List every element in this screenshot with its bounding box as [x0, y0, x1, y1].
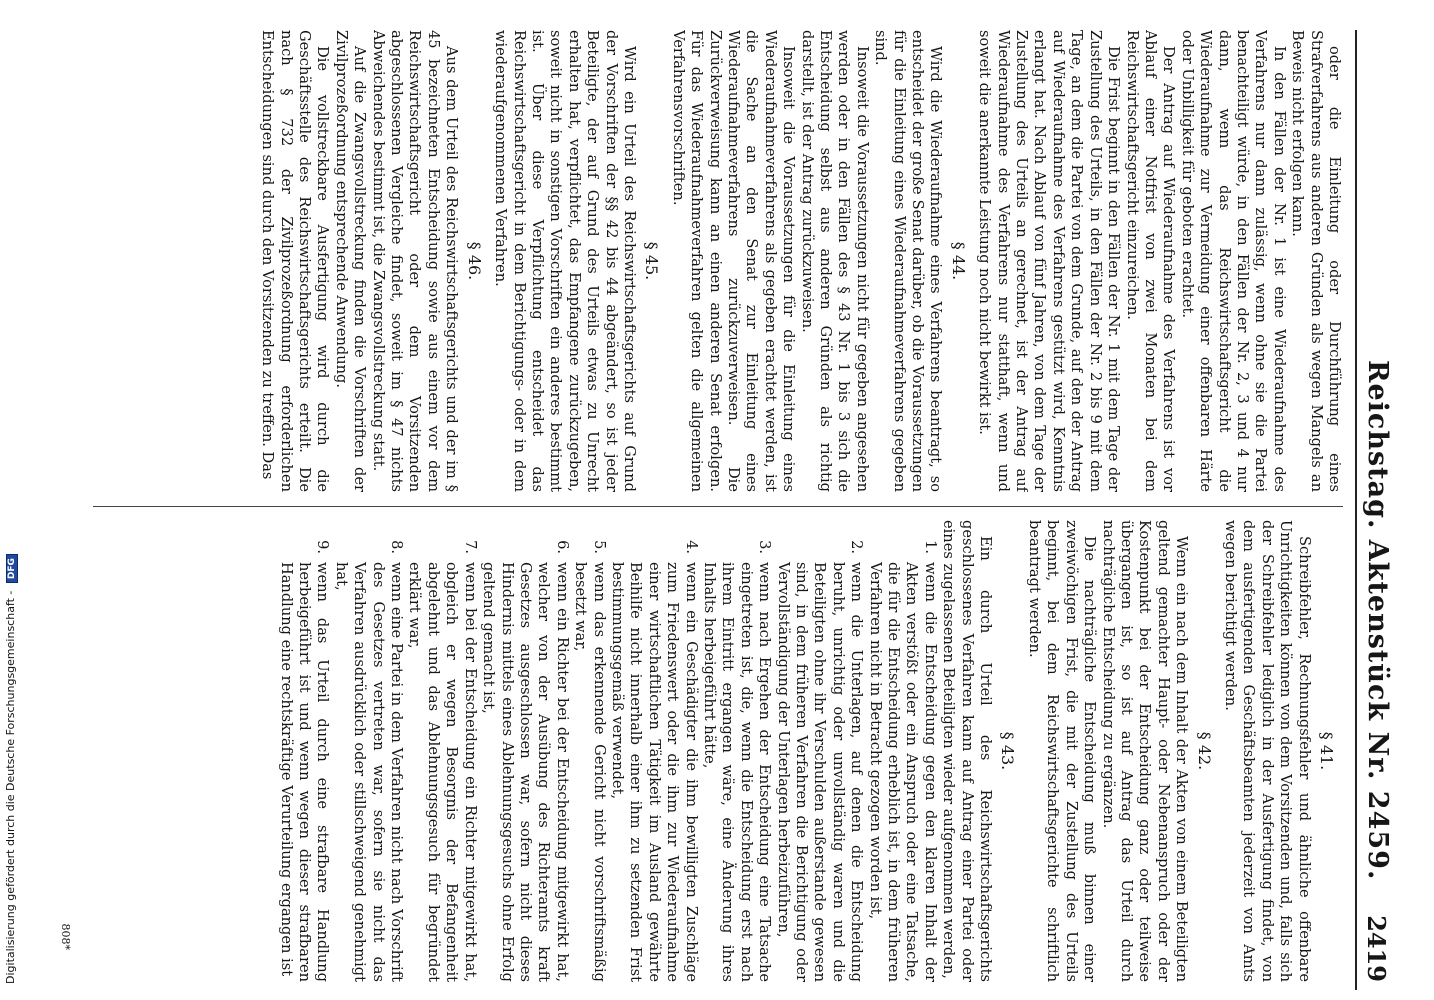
paragraph: Auf die Zwangsvollstreckung finden die Vorschriften der Zivilprozeßordnung entsprechende Anwendung.	[332, 30, 369, 492]
paragraph: Wird die Wiederaufnahme eines Verfahrens beantragt, so entscheidet der große Senat darüber, ob die Voraussetzungen für die Einleitung eines Wiederaufnahmeverfahrens gegeben sind.	[872, 30, 945, 492]
section-heading: § 44.	[948, 241, 968, 281]
section-heading: § 42.	[1194, 731, 1214, 771]
numbered-item	[608, 520, 700, 982]
numbered-item	[331, 520, 405, 982]
item-number: 2.	[848, 540, 866, 554]
credit-text: Digitalisierung gefördert durch die Deutsche Forschungsgemeinschaft -	[4, 590, 17, 984]
numbered-item	[700, 520, 774, 982]
item-text: wenn die Unterlagen, auf denen die Entscheidung beruht, unrichtig oder unvollständig waren und die Beteiligten ohne ihr Verschulden außerstande gewesen sind, in dem früheren Verfahren die Berichtigung oder Vervollständigung der Unterlagen herbeizuführen,	[774, 562, 866, 982]
item-text: wenn eine Partei in dem Verfahren nicht nach Vorschrift des Gesetzes vertreten war, sofern sie nicht das Verfahren ausdrücklich oder stillschweigend genehmigt hat,	[332, 562, 406, 982]
item-number: 9.	[314, 540, 332, 554]
paragraph: oder die Einleitung oder Durchführung eines Strafverfahrens aus anderen Gründen als wegen Mangels an Beweis nicht erfolgen kann.	[1289, 30, 1343, 492]
item-text: wenn ein Geschädigter die ihm bewilligten Zuschläge zum Friedenswert oder die ihm zur Wiederaufnahme einer wirtschaftlichen Tätigkeit im Ausland gewährte Beihilfe nicht innerhalb einer ihm zu setzenden Frist bestimmungsgemäß verwendet,	[608, 562, 700, 982]
dfg-logo: DFG	[6, 554, 18, 583]
item-text: wenn ein Richter bei der Entscheidung mitgewirkt hat, welcher von der Ausübung des Richteramts kraft Gesetzes ausgeschlossen war, sofern nicht dieses Hindernis mittels eines Ablehnungsgesuchs ohne Erfolg geltend gemacht ist,	[480, 562, 571, 982]
rotated-page	[13, 30, 1397, 990]
item-number: 8.	[388, 540, 406, 554]
numbered-item	[276, 520, 331, 982]
item-number: 6.	[553, 540, 571, 554]
digitization-credit	[4, 4, 18, 984]
paragraph: Ein durch Urteil des Reichswirtschaftsgerichts geschlossenes Verfahren kann auf Antrag einer Partei oder eines zugelassenen Beteiligten wieder aufgenommen werden,	[940, 520, 995, 982]
item-text: wenn nach Ergehen der Entscheidung eine Tatsache eingetreten ist, die, wenn die Entscheidung erst nach ihrem Eintritt ergangen wäre, eine Änderung ihres Inhalts herbeigeführt hätte,	[701, 562, 774, 982]
column-divider	[93, 506, 1343, 507]
paragraph: Wird ein Urteil des Reichswirtschaftsgerichts auf Grund der Vorschriften der §§ 42 bis 44 abgeändert, so ist jeder Beteiligte, der auf Grund des Urteils etwas zu Unrecht erhalten hat, verpflichtet, das Empfangene zurückzugeben, soweit nicht in sonstigen Vorschriften ein anderes bestimmt ist. Über diese Verpflichtung entscheidet das Reichswirtschaftsgericht in dem Berichtigungs- oder in dem wiederaufgenommenen Verfahren.	[492, 30, 638, 492]
item-number: 4.	[682, 540, 700, 554]
item-number: 5.	[590, 540, 608, 554]
numbered-item	[773, 520, 865, 982]
item-text: wenn die Entscheidung gegen den klaren Inhalt der Akten verstößt oder ein Anspruch oder eine Tatsache, die für die Entscheidung erheblich ist, in dem früheren Verfahren nicht in Betracht gezogen worden ist,	[866, 562, 939, 982]
item-text: wenn das erkennende Gericht nicht vorschriftsmäßig besetzt war,	[572, 562, 608, 982]
numbered-item	[479, 520, 571, 982]
paragraph: Aus dem Urteil des Reichswirtschaftsgerichts und der im § 45 bezeichneten Entscheidung sowie aus einem vor dem Reichswirtschaftsgericht oder dem Vorsitzenden abgeschlossenen Vergleiche findet, soweit im § 47 nichts Abweichendes bestimmt ist, die Zwangsvollstreckung statt.	[369, 30, 461, 492]
paragraph: Insoweit die Voraussetzungen nicht für gegeben angesehen werden oder in den Fällen des § 43 Nr. 1 bis 3 sich die Entscheidung selbst aus anderen Gründen als richtig darstellt, ist der Antrag zurückzuweisen.	[798, 30, 871, 492]
section-heading: § 41.	[1317, 731, 1336, 771]
paragraph: Insoweit die Voraussetzungen für die Einleitung eines Wiederaufnahmeverfahrens als gegeben erachtet werden, ist die Sache an den Senat zur Einleitung eines Wiederaufnahmeverfahrens zurückzuverweisen. Die Zurückverweisung kann an einen anderen Senat erfolgen. Für das Wiederaufnahmeverfahren gelten die allgemeinen Verfahrensvorschriften.	[669, 30, 798, 492]
section-heading: § 46.	[464, 241, 484, 281]
item-number: 1.	[921, 540, 939, 554]
paragraph: In den Fällen der Nr. 1 ist eine Wiederaufnahme des Verfahrens nur dann zulässig, wenn ohne sie die Partei benachteiligt würde, in den Fällen der Nr. 2, 3 und 4 nur dann, wenn das Reichswirtschaftsgericht die Wiederaufnahme zur Vermeidung einer offenbaren Härte oder Unbilligkeit für geboten erachtet.	[1178, 30, 1288, 492]
numbered-item	[405, 520, 479, 982]
right-column	[93, 520, 1343, 982]
item-number: 7.	[461, 540, 479, 554]
paragraph: Der Antrag auf Wiederaufnahme des Verfahrens ist vor Ablauf einer Notfrist von zwei Monaten bei dem Reichswirtschaftsgericht einzureichen.	[1123, 30, 1178, 492]
item-number: 3.	[756, 540, 774, 554]
paragraph: Schreibfehler, Rechnungsfehler und ähnliche offenbare Unrichtigkeiten können von dem Vorsitzenden und, falls sich der Schreibfehler lediglich in der Ausfertigung findet, von dem ausfertigenden Geschäftsbeamten jederzeit von Amts wegen berichtigt werden.	[1221, 520, 1313, 982]
numbered-item	[571, 520, 608, 982]
item-text: wenn das Urteil durch eine strafbare Handlung herbeigeführt ist und wenn wegen dieser strafbaren Handlung eine rechtskräftige Verurteilung ergangen ist	[277, 562, 332, 982]
paragraph: Die nachträgliche Entscheidung muß binnen einer zweiwöchigen Frist, die mit der Zustellung des Urteils beginnt, bei dem Reichswirtschaftsgerichte schriftlich beantragt werden.	[1025, 520, 1099, 982]
left-column	[93, 30, 1343, 492]
page-number: 2419	[1362, 915, 1391, 982]
header-title: Reichstag. Aktenstück Nr. 2459.	[1362, 360, 1393, 881]
section-heading: § 45.	[642, 241, 662, 281]
paragraph: Wenn ein nach dem Inhalt der Akten von einem Beteiligten geltend gemachter Haupt- oder Nebenanspruch oder der Kostenpunkt bei der Entscheidung ganz oder teilweise übergangen ist, so ist auf Antrag das Urteil durch nachträgliche Entscheidung zu ergänzen.	[1099, 520, 1191, 982]
numbered-item	[865, 520, 939, 982]
paragraph: Die Frist beginnt in den Fällen der Nr. 1 mit dem Tage der Zustellung des Urteils, in den Fällen der Nr. 2 bis 9 mit dem Tage, an dem die Partei von dem Grunde, auf den der Antrag auf Wiederaufnahme des Verfahrens gestützt wird, Kenntnis erlangt hat. Nach Ablauf von fünf Jahren, von dem Tage der Zustellung des Urteils an gerechnet, ist der Antrag auf Wiederaufnahme des Verfahrens nur statthaft, wenn und soweit die anerkannte Leistung noch nicht bewirkt ist.	[976, 30, 1123, 492]
signature-mark: 808*	[59, 923, 72, 950]
page-header	[1355, 30, 1397, 990]
item-text: wenn bei der Entscheidung ein Richter mitgewirkt hat, obgleich er wegen Besorgnis der Befangenheit abgelehnt und das Ablehnungsgesuch für begründet erklärt war,	[406, 562, 479, 982]
paragraph: Die vollstreckbare Ausfertigung wird durch die Geschäftsstelle des Reichswirtschaftsgerichts erteilt. Die nach § 732 der Zivilprozeßordnung erforderlichen Entscheidungen sind durch den Vorsitzenden zu treffen. Das	[259, 30, 332, 492]
section-heading: § 43.	[998, 731, 1018, 771]
